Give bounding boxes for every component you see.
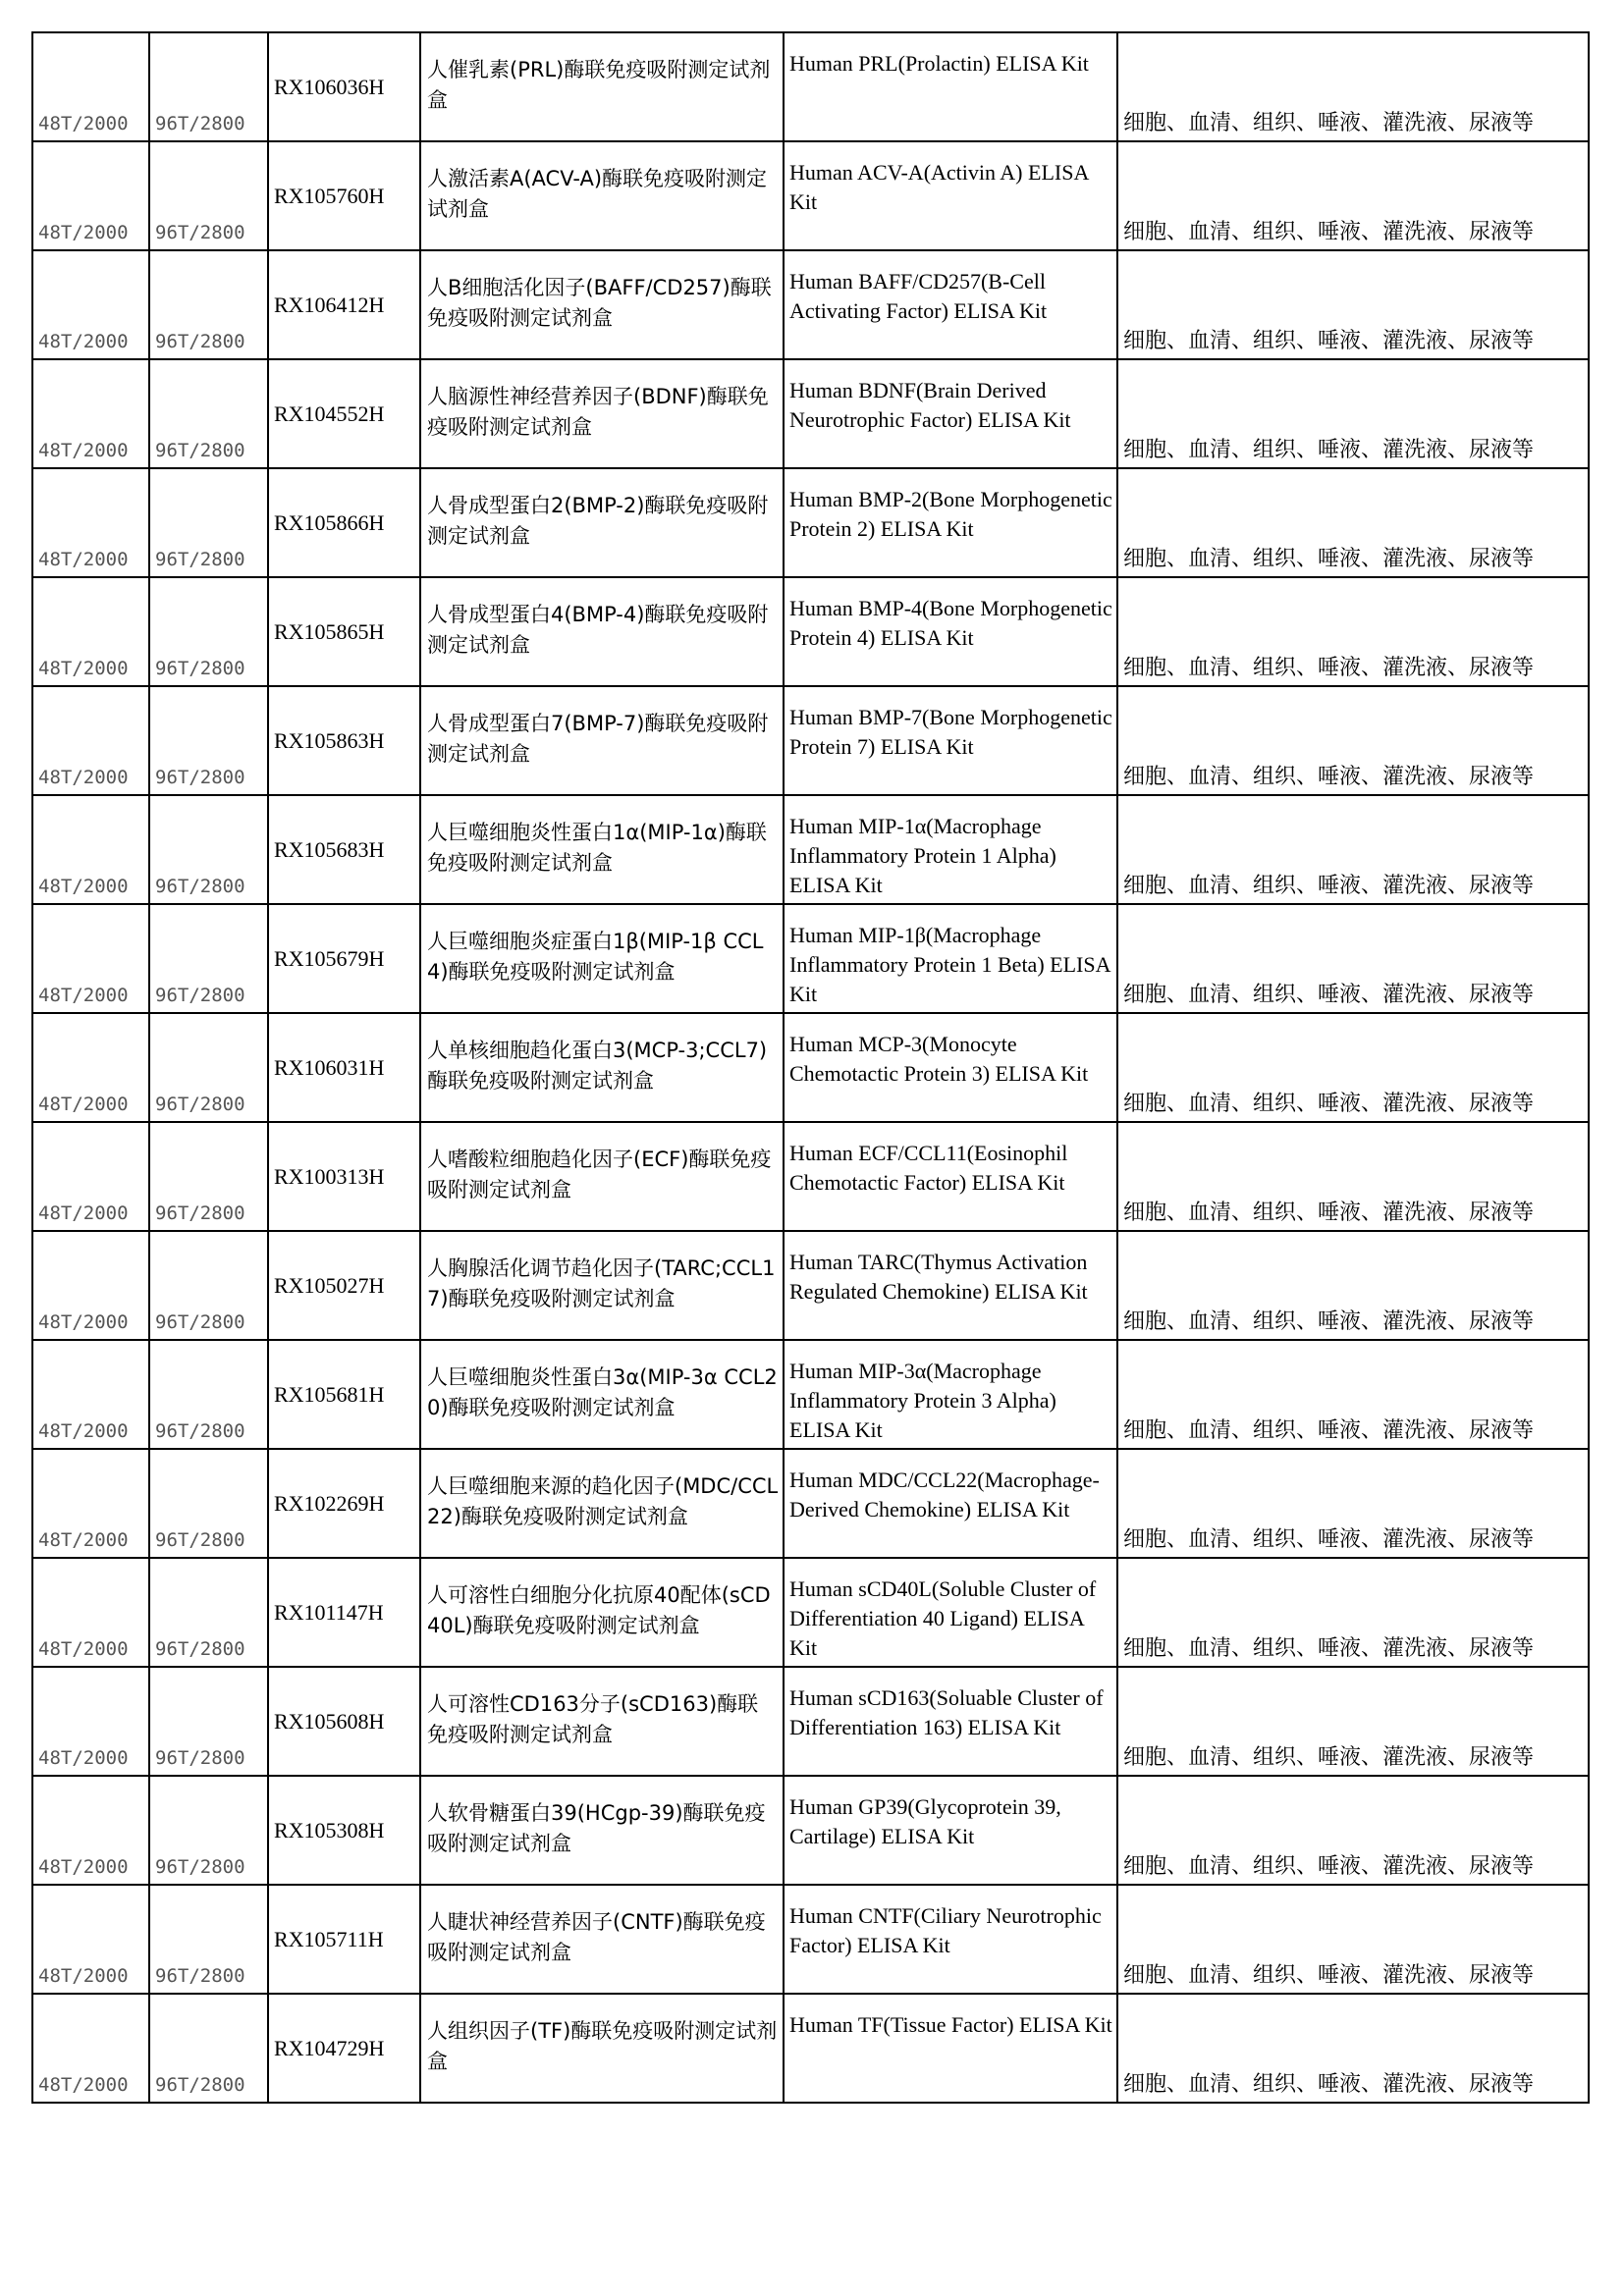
product-name-chinese: 人骨成型蛋白2(BMP-2)酶联免疫吸附测定试剂盒	[427, 494, 769, 548]
product-name-english: Human BAFF/CD257(B-Cell Activating Factor) ELISA Kit	[789, 269, 1048, 323]
catalog-number: RX105711H	[274, 1927, 384, 1951]
product-name-english: Human MCP-3(Monocyte Chemotactic Protein 3) ELISA Kit	[789, 1032, 1089, 1086]
english-name-cell	[784, 1994, 1117, 2103]
spec-48-text: 48T/2000	[38, 113, 129, 134]
english-name-cell	[784, 1667, 1117, 1776]
product-name-english: Human sCD163(Soluable Cluster of Differentiation 163) ELISA Kit	[789, 1685, 1104, 1739]
catalog-cell	[268, 141, 420, 250]
spec-96-text: 96T/2800	[155, 1202, 245, 1224]
catalog-cell	[268, 904, 420, 1013]
spec-96-text: 96T/2800	[155, 222, 245, 243]
product-name-english: Human PRL(Prolactin) ELISA Kit	[789, 51, 1089, 76]
catalog-cell	[268, 32, 420, 141]
english-name-cell	[784, 686, 1117, 795]
spec-96-cell	[149, 686, 268, 795]
catalog-number: RX105308H	[274, 1818, 385, 1842]
product-name-english: Human CNTF(Ciliary Neurotrophic Factor) ELISA Kit	[789, 1903, 1102, 1957]
english-name-cell	[784, 577, 1117, 686]
catalog-number: RX104552H	[274, 401, 385, 426]
catalog-number: RX105865H	[274, 619, 385, 644]
catalog-number: RX105608H	[274, 1709, 385, 1734]
spec-96-cell	[149, 1885, 268, 1994]
chinese-name-cell	[420, 904, 784, 1013]
sample-types: 细胞、血清、组织、唾液、灌洗液、尿液等	[1123, 2072, 1535, 2097]
catalog-number: RX105681H	[274, 1382, 385, 1407]
english-name-cell	[784, 250, 1117, 359]
english-name-cell	[784, 1776, 1117, 1885]
sample-types-cell	[1117, 1667, 1589, 1776]
catalog-cell	[268, 1340, 420, 1449]
catalog-cell	[268, 250, 420, 359]
chinese-name-cell	[420, 1231, 784, 1340]
sample-types-cell	[1117, 250, 1589, 359]
sample-types-cell	[1117, 141, 1589, 250]
spec-96-cell	[149, 1340, 268, 1449]
sample-types: 细胞、血清、组织、唾液、灌洗液、尿液等	[1123, 1201, 1535, 1225]
spec-48-cell	[32, 1122, 149, 1231]
spec-96-text: 96T/2800	[155, 440, 245, 461]
product-name-chinese: 人巨噬细胞来源的趋化因子(MDC/CCL22)酶联免疫吸附测定试剂盒	[427, 1474, 779, 1528]
sample-types-cell	[1117, 1449, 1589, 1558]
table-row	[32, 1776, 1589, 1885]
sample-types: 细胞、血清、组织、唾液、灌洗液、尿液等	[1123, 1745, 1535, 1770]
spec-48-text: 48T/2000	[38, 1311, 129, 1333]
product-name-chinese: 人嗜酸粒细胞趋化因子(ECF)酶联免疫吸附测定试剂盒	[427, 1148, 772, 1201]
english-name-cell	[784, 1231, 1117, 1340]
table-row	[32, 1231, 1589, 1340]
table-row	[32, 32, 1589, 141]
product-name-chinese: 人可溶性CD163分子(sCD163)酶联免疫吸附测定试剂盒	[427, 1692, 759, 1746]
spec-48-text: 48T/2000	[38, 985, 129, 1006]
english-name-cell	[784, 1122, 1117, 1231]
catalog-number: RX105863H	[274, 728, 385, 753]
catalog-cell	[268, 686, 420, 795]
table-row	[32, 1994, 1589, 2103]
spec-96-cell	[149, 1449, 268, 1558]
spec-48-cell	[32, 686, 149, 795]
spec-48-cell	[32, 250, 149, 359]
sample-types: 细胞、血清、组织、唾液、灌洗液、尿液等	[1123, 1092, 1535, 1116]
product-name-chinese: 人可溶性白细胞分化抗原40配体(sCD40L)酶联免疫吸附测定试剂盒	[427, 1583, 771, 1637]
chinese-name-cell	[420, 1667, 784, 1776]
english-name-cell	[784, 468, 1117, 577]
catalog-cell	[268, 1231, 420, 1340]
table-row	[32, 904, 1589, 1013]
catalog-cell	[268, 1667, 420, 1776]
catalog-cell	[268, 577, 420, 686]
table-row	[32, 1340, 1589, 1449]
spec-96-cell	[149, 32, 268, 141]
spec-96-cell	[149, 468, 268, 577]
product-name-english: Human ACV-A(Activin A) ELISA Kit	[789, 160, 1089, 214]
sample-types-cell	[1117, 1122, 1589, 1231]
spec-48-cell	[32, 1994, 149, 2103]
product-name-english: Human BMP-4(Bone Morphogenetic Protein 4) ELISA Kit	[789, 596, 1112, 650]
catalog-number: RX100313H	[274, 1164, 385, 1189]
spec-96-cell	[149, 1122, 268, 1231]
spec-96-text: 96T/2800	[155, 1529, 245, 1551]
chinese-name-cell	[420, 577, 784, 686]
sample-types-cell	[1117, 1994, 1589, 2103]
product-name-english: Human MDC/CCL22(Macrophage-Derived Chemokine) ELISA Kit	[789, 1468, 1100, 1522]
product-name-english: Human BDNF(Brain Derived Neurotrophic Factor) ELISA Kit	[789, 378, 1071, 432]
product-name-english: Human MIP-3α(Macrophage Inflammatory Protein 3 Alpha) ELISA Kit	[789, 1359, 1056, 1442]
product-name-english: Human BMP-2(Bone Morphogenetic Protein 2) ELISA Kit	[789, 487, 1112, 541]
sample-types: 细胞、血清、组织、唾液、灌洗液、尿液等	[1123, 1418, 1535, 1443]
spec-96-text: 96T/2800	[155, 1747, 245, 1769]
spec-48-cell	[32, 1667, 149, 1776]
spec-96-cell	[149, 359, 268, 468]
catalog-number: RX105683H	[274, 837, 385, 862]
sample-types: 细胞、血清、组织、唾液、灌洗液、尿液等	[1123, 1636, 1535, 1661]
english-name-cell	[784, 1558, 1117, 1667]
english-name-cell	[784, 1885, 1117, 1994]
chinese-name-cell	[420, 1122, 784, 1231]
product-name-chinese: 人巨噬细胞炎症蛋白1β(MIP-1β CCL4)酶联免疫吸附测定试剂盒	[427, 930, 764, 984]
spec-96-cell	[149, 577, 268, 686]
catalog-cell	[268, 359, 420, 468]
spec-48-cell	[32, 1449, 149, 1558]
catalog-number: RX105679H	[274, 946, 385, 971]
product-name-chinese: 人巨噬细胞炎性蛋白1α(MIP-1α)酶联免疫吸附测定试剂盒	[427, 821, 767, 875]
spec-96-text: 96T/2800	[155, 1965, 245, 1987]
product-name-english: Human MIP-1β(Macrophage Inflammatory Protein 1 Beta) ELISA Kit	[789, 923, 1110, 1006]
table-row	[32, 795, 1589, 904]
chinese-name-cell	[420, 1449, 784, 1558]
product-name-chinese: 人软骨糖蛋白39(HCgp-39)酶联免疫吸附测定试剂盒	[427, 1801, 766, 1855]
spec-96-text: 96T/2800	[155, 1638, 245, 1660]
product-table	[31, 31, 1590, 2104]
sample-types-cell	[1117, 1013, 1589, 1122]
english-name-cell	[784, 141, 1117, 250]
sample-types-cell	[1117, 1776, 1589, 1885]
chinese-name-cell	[420, 795, 784, 904]
catalog-number: RX105760H	[274, 184, 385, 208]
spec-96-text: 96T/2800	[155, 767, 245, 788]
catalog-cell	[268, 1122, 420, 1231]
product-name-english: Human TF(Tissue Factor) ELISA Kit	[789, 2012, 1112, 2037]
sample-types-cell	[1117, 1340, 1589, 1449]
spec-48-text: 48T/2000	[38, 876, 129, 897]
spec-48-text: 48T/2000	[38, 1420, 129, 1442]
spec-48-cell	[32, 32, 149, 141]
english-name-cell	[784, 1013, 1117, 1122]
table-row	[32, 250, 1589, 359]
table-row	[32, 468, 1589, 577]
catalog-cell	[268, 1885, 420, 1994]
spec-96-text: 96T/2800	[155, 658, 245, 679]
chinese-name-cell	[420, 1558, 784, 1667]
catalog-number: RX106412H	[274, 293, 385, 317]
product-name-chinese: 人巨噬细胞炎性蛋白3α(MIP-3α CCL20)酶联免疫吸附测定试剂盒	[427, 1365, 778, 1419]
catalog-number: RX104729H	[274, 2036, 385, 2060]
spec-96-text: 96T/2800	[155, 1420, 245, 1442]
sample-types-cell	[1117, 904, 1589, 1013]
product-name-chinese: 人胸腺活化调节趋化因子(TARC;CCL17)酶联免疫吸附测定试剂盒	[427, 1256, 776, 1310]
catalog-number: RX105866H	[274, 510, 385, 535]
catalog-cell	[268, 1449, 420, 1558]
chinese-name-cell	[420, 141, 784, 250]
english-name-cell	[784, 1340, 1117, 1449]
spec-96-cell	[149, 904, 268, 1013]
spec-48-text: 48T/2000	[38, 1965, 129, 1987]
chinese-name-cell	[420, 1013, 784, 1122]
spec-48-cell	[32, 1885, 149, 1994]
spec-96-cell	[149, 1994, 268, 2103]
spec-48-cell	[32, 1013, 149, 1122]
catalog-cell	[268, 1776, 420, 1885]
sample-types: 细胞、血清、组织、唾液、灌洗液、尿液等	[1123, 1963, 1535, 1988]
catalog-number: RX105027H	[274, 1273, 385, 1298]
spec-96-cell	[149, 1558, 268, 1667]
product-name-english: Human MIP-1α(Macrophage Inflammatory Protein 1 Alpha) ELISA Kit	[789, 814, 1056, 897]
catalog-cell	[268, 1994, 420, 2103]
table-row	[32, 1449, 1589, 1558]
spec-96-text: 96T/2800	[155, 549, 245, 570]
product-name-chinese: 人B细胞活化因子(BAFF/CD257)酶联免疫吸附测定试剂盒	[427, 276, 772, 330]
product-name-english: Human BMP-7(Bone Morphogenetic Protein 7) ELISA Kit	[789, 705, 1112, 759]
spec-48-cell	[32, 141, 149, 250]
sample-types: 细胞、血清、组织、唾液、灌洗液、尿液等	[1123, 765, 1535, 789]
catalog-cell	[268, 795, 420, 904]
table-row	[32, 359, 1589, 468]
product-name-chinese: 人催乳素(PRL)酶联免疫吸附测定试剂盒	[427, 58, 771, 112]
chinese-name-cell	[420, 1340, 784, 1449]
spec-48-cell	[32, 1231, 149, 1340]
catalog-number: RX101147H	[274, 1600, 384, 1625]
sample-types: 细胞、血清、组织、唾液、灌洗液、尿液等	[1123, 547, 1535, 571]
table-row	[32, 1885, 1589, 1994]
sample-types: 细胞、血清、组织、唾液、灌洗液、尿液等	[1123, 874, 1535, 898]
chinese-name-cell	[420, 468, 784, 577]
spec-96-text: 96T/2800	[155, 113, 245, 134]
spec-48-text: 48T/2000	[38, 1638, 129, 1660]
spec-48-text: 48T/2000	[38, 1856, 129, 1878]
sample-types-cell	[1117, 32, 1589, 141]
table-row	[32, 686, 1589, 795]
spec-96-text: 96T/2800	[155, 1311, 245, 1333]
sample-types: 细胞、血清、组织、唾液、灌洗液、尿液等	[1123, 220, 1535, 244]
spec-96-text: 96T/2800	[155, 2074, 245, 2096]
sample-types: 细胞、血清、组织、唾液、灌洗液、尿液等	[1123, 111, 1535, 135]
sample-types-cell	[1117, 1885, 1589, 1994]
product-name-english: Human sCD40L(Soluble Cluster of Differentiation 40 Ligand) ELISA Kit	[789, 1576, 1097, 1660]
spec-48-cell	[32, 359, 149, 468]
spec-48-text: 48T/2000	[38, 549, 129, 570]
table-row	[32, 577, 1589, 686]
sample-types: 细胞、血清、组织、唾液、灌洗液、尿液等	[1123, 329, 1535, 353]
chinese-name-cell	[420, 686, 784, 795]
spec-48-cell	[32, 1776, 149, 1885]
catalog-cell	[268, 1558, 420, 1667]
english-name-cell	[784, 904, 1117, 1013]
spec-96-cell	[149, 141, 268, 250]
table-row	[32, 1013, 1589, 1122]
spec-48-text: 48T/2000	[38, 767, 129, 788]
sample-types-cell	[1117, 468, 1589, 577]
sample-types: 细胞、血清、组织、唾液、灌洗液、尿液等	[1123, 983, 1535, 1007]
sample-types: 细胞、血清、组织、唾液、灌洗液、尿液等	[1123, 1854, 1535, 1879]
spec-48-text: 48T/2000	[38, 1094, 129, 1115]
table-row	[32, 141, 1589, 250]
sample-types: 细胞、血清、组织、唾液、灌洗液、尿液等	[1123, 1309, 1535, 1334]
english-name-cell	[784, 795, 1117, 904]
product-name-chinese: 人组织因子(TF)酶联免疫吸附测定试剂盒	[427, 2019, 778, 2073]
spec-48-cell	[32, 577, 149, 686]
spec-48-cell	[32, 904, 149, 1013]
spec-96-cell	[149, 1013, 268, 1122]
product-name-english: Human GP39(Glycoprotein 39, Cartilage) ELISA Kit	[789, 1794, 1061, 1848]
table-row	[32, 1667, 1589, 1776]
chinese-name-cell	[420, 359, 784, 468]
spec-96-cell	[149, 1667, 268, 1776]
product-name-chinese: 人骨成型蛋白7(BMP-7)酶联免疫吸附测定试剂盒	[427, 712, 769, 766]
sample-types-cell	[1117, 795, 1589, 904]
catalog-cell	[268, 468, 420, 577]
table-row	[32, 1122, 1589, 1231]
spec-48-cell	[32, 1558, 149, 1667]
chinese-name-cell	[420, 1994, 784, 2103]
product-name-chinese: 人激活素A(ACV-A)酶联免疫吸附测定试剂盒	[427, 167, 768, 221]
sample-types-cell	[1117, 359, 1589, 468]
sample-types-cell	[1117, 1558, 1589, 1667]
spec-48-text: 48T/2000	[38, 1529, 129, 1551]
spec-48-text: 48T/2000	[38, 658, 129, 679]
product-name-chinese: 人睫状神经营养因子(CNTF)酶联免疫吸附测定试剂盒	[427, 1910, 766, 1964]
spec-96-cell	[149, 250, 268, 359]
sample-types-cell	[1117, 1231, 1589, 1340]
english-name-cell	[784, 32, 1117, 141]
chinese-name-cell	[420, 250, 784, 359]
catalog-cell	[268, 1013, 420, 1122]
sample-types-cell	[1117, 686, 1589, 795]
spec-96-cell	[149, 1776, 268, 1885]
spec-48-cell	[32, 468, 149, 577]
chinese-name-cell	[420, 32, 784, 141]
spec-96-text: 96T/2800	[155, 1094, 245, 1115]
spec-48-text: 48T/2000	[38, 222, 129, 243]
spec-48-cell	[32, 1340, 149, 1449]
spec-48-text: 48T/2000	[38, 440, 129, 461]
spec-48-text: 48T/2000	[38, 331, 129, 352]
spec-96-text: 96T/2800	[155, 331, 245, 352]
english-name-cell	[784, 1449, 1117, 1558]
product-name-chinese: 人骨成型蛋白4(BMP-4)酶联免疫吸附测定试剂盒	[427, 603, 769, 657]
spec-48-text: 48T/2000	[38, 1747, 129, 1769]
chinese-name-cell	[420, 1885, 784, 1994]
sample-types-cell	[1117, 577, 1589, 686]
spec-96-cell	[149, 1231, 268, 1340]
spec-48-text: 48T/2000	[38, 2074, 129, 2096]
chinese-name-cell	[420, 1776, 784, 1885]
product-name-english: Human TARC(Thymus Activation Regulated Chemokine) ELISA Kit	[789, 1250, 1088, 1304]
catalog-number: RX102269H	[274, 1491, 385, 1516]
spec-96-cell	[149, 795, 268, 904]
english-name-cell	[784, 359, 1117, 468]
spec-48-cell	[32, 795, 149, 904]
sample-types: 细胞、血清、组织、唾液、灌洗液、尿液等	[1123, 1527, 1535, 1552]
spec-96-text: 96T/2800	[155, 876, 245, 897]
catalog-number: RX106031H	[274, 1055, 385, 1080]
product-name-chinese: 人脑源性神经营养因子(BDNF)酶联免疫吸附测定试剂盒	[427, 385, 769, 439]
sample-types: 细胞、血清、组织、唾液、灌洗液、尿液等	[1123, 656, 1535, 680]
catalog-number: RX106036H	[274, 75, 385, 99]
spec-96-text: 96T/2800	[155, 1856, 245, 1878]
product-name-english: Human ECF/CCL11(Eosinophil Chemotactic Factor) ELISA Kit	[789, 1141, 1068, 1195]
spec-96-text: 96T/2800	[155, 985, 245, 1006]
product-name-chinese: 人单核细胞趋化蛋白3(MCP-3;CCL7)酶联免疫吸附测定试剂盒	[427, 1039, 768, 1093]
sample-types: 细胞、血清、组织、唾液、灌洗液、尿液等	[1123, 438, 1535, 462]
product-table-body	[32, 32, 1589, 2103]
table-row	[32, 1558, 1589, 1667]
spec-48-text: 48T/2000	[38, 1202, 129, 1224]
